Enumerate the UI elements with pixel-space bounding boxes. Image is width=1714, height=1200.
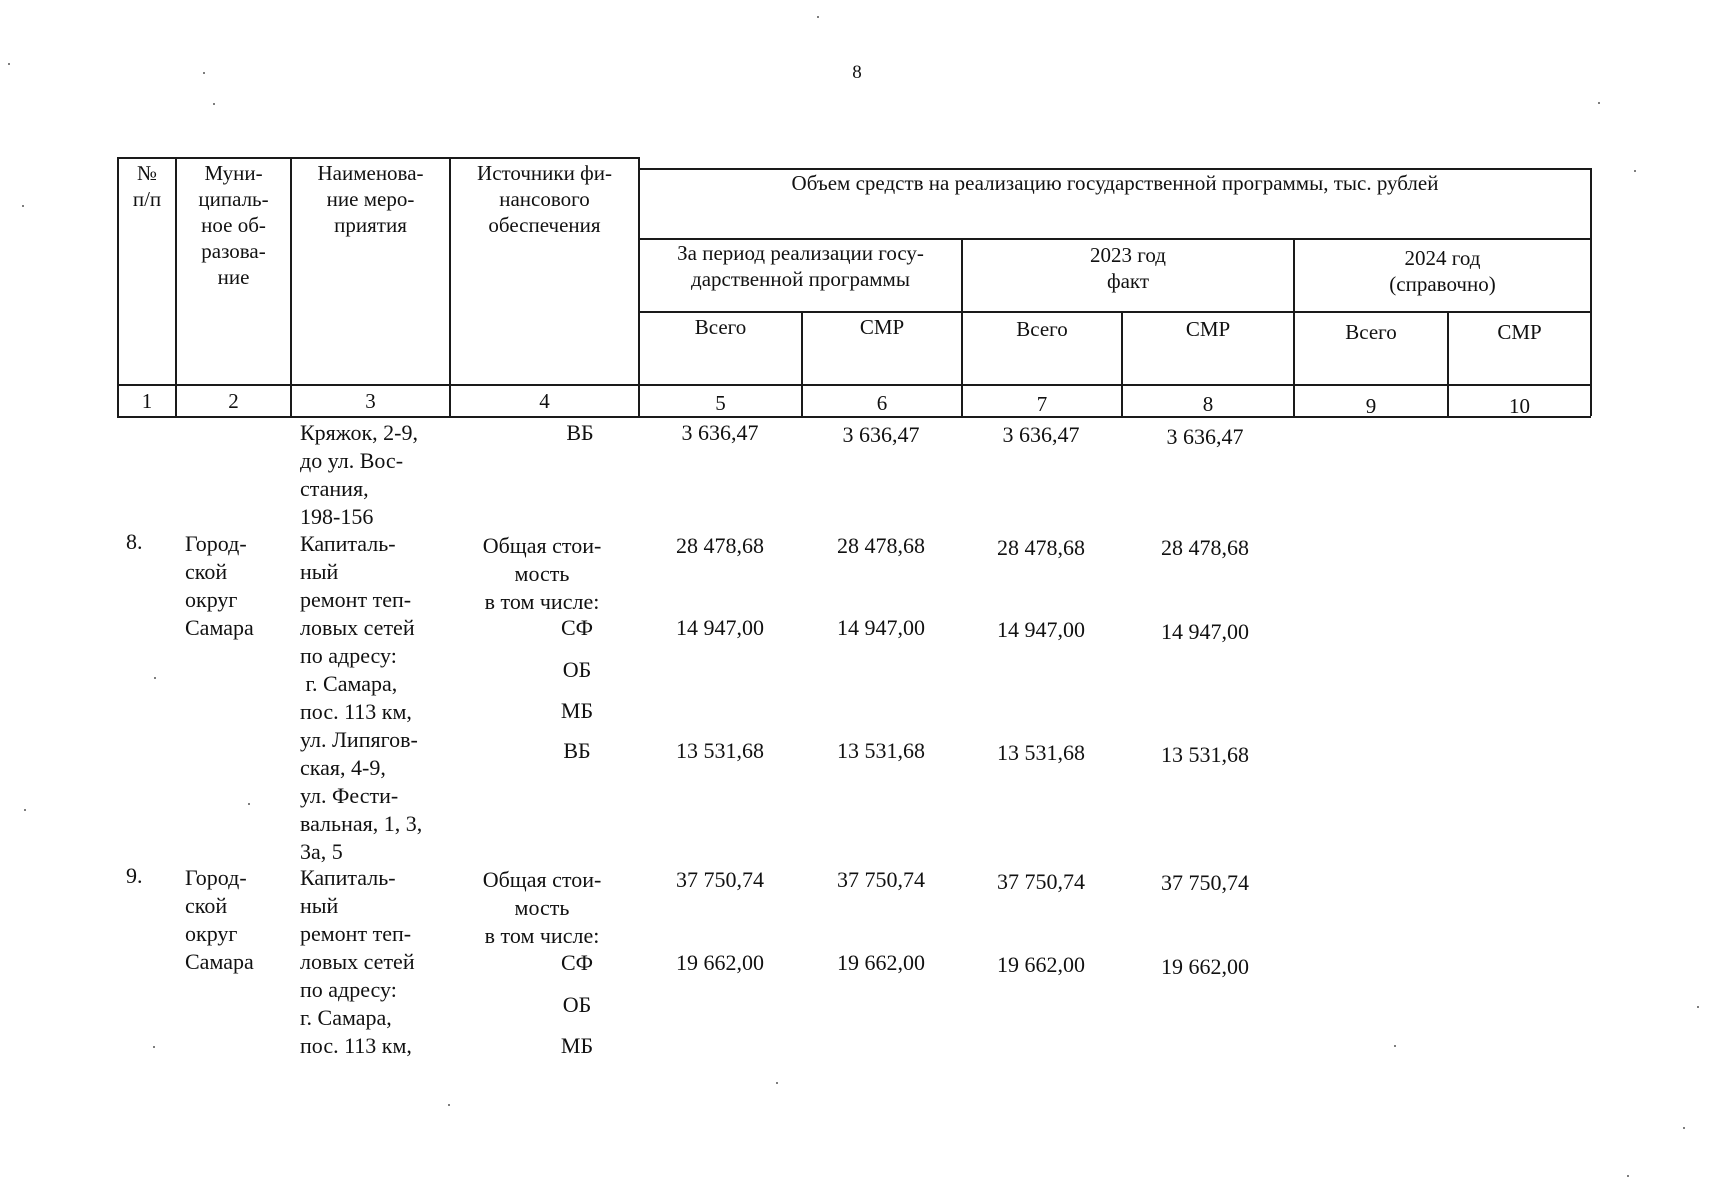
row-8-total-v6: 28 478,68 — [837, 533, 925, 558]
header-year-2023: 2023 год факт — [1090, 243, 1166, 293]
header-sub-smr-10: СМР — [1497, 320, 1542, 344]
page-number: 8 — [852, 62, 862, 83]
row-8-total-v7: 28 478,68 — [997, 535, 1085, 560]
row-8-vb-v7: 13 531,68 — [997, 740, 1085, 765]
row-0-vb-v6: 3 636,47 — [842, 422, 920, 447]
row-9-sf-v8: 19 662,00 — [1161, 954, 1249, 979]
row-8-sf-v6: 14 947,00 — [837, 615, 925, 640]
row-0-event: Кряжок, 2-9, до ул. Вос- стания, 198-156 — [300, 420, 418, 529]
row-9-sf-v5: 19 662,00 — [676, 950, 764, 975]
row-8-total-v8: 28 478,68 — [1161, 535, 1249, 560]
row-0-source-vb: ВБ — [566, 420, 594, 445]
row-8-vb-v6: 13 531,68 — [837, 738, 925, 763]
header-col-no: № п/п — [132, 161, 162, 211]
header-period-total: За период реализации госу- дарственной программы — [677, 241, 924, 291]
row-8-sf-v5: 14 947,00 — [676, 615, 764, 640]
col-number-3: 3 — [365, 389, 376, 413]
row-9-total-label: Общая стои- мость в том числе: — [482, 867, 602, 948]
header-col-source: Источники фи- нансового обеспечения — [477, 161, 612, 237]
row-9-total-v6: 37 750,74 — [837, 867, 925, 892]
row-9-number: 9. — [126, 863, 143, 888]
row-9-source-mb: МБ — [560, 1033, 594, 1058]
row-8-vb-v8: 13 531,68 — [1161, 742, 1249, 767]
header-year-2024: 2024 год (справочно) — [1389, 246, 1496, 296]
header-sub-smr-6: СМР — [859, 315, 905, 339]
row-9-municipality: Город- ской округ Самара — [185, 865, 254, 974]
col-number-5: 5 — [715, 391, 726, 415]
row-8-source-ob: ОБ — [562, 657, 592, 682]
row-8-number: 8. — [126, 529, 143, 554]
row-9-sf-v7: 19 662,00 — [997, 952, 1085, 977]
row-9-event: Капиталь- ный ремонт теп- ловых сетей по адресу: г. Самара, пос. 113 км, — [300, 865, 415, 1058]
row-8-event: Капиталь- ный ремонт теп- ловых сетей по адресу: г. Самара, пос. 113 км, ул. Липягов- ская, 4-9, ул. Фести- вальная, 1, 3, 3а, 5 — [300, 531, 423, 864]
row-8-total-label: Общая стои- мость в том числе: — [482, 533, 602, 614]
row-0-vb-v8: 3 636,47 — [1166, 424, 1244, 449]
col-number-7: 7 — [1036, 392, 1048, 416]
row-9-source-ob: ОБ — [562, 992, 592, 1017]
row-8-municipality: Город- ской округ Самара — [185, 531, 254, 640]
header-sub-total-9: Всего — [1345, 320, 1397, 344]
col-number-10: 10 — [1509, 394, 1530, 418]
header-col-event: Наименова- ние меро- приятия — [317, 161, 424, 237]
row-8-source-vb: ВБ — [563, 738, 591, 763]
col-number-1: 1 — [141, 389, 153, 413]
col-number-8: 8 — [1202, 392, 1214, 416]
row-9-total-v5: 37 750,74 — [676, 867, 764, 892]
row-8-source-mb: МБ — [560, 698, 594, 723]
col-number-6: 6 — [876, 391, 888, 415]
row-8-sf-v8: 14 947,00 — [1161, 619, 1249, 644]
header-volume-title: Объем средств на реализацию государственной программы, тыс. рублей — [791, 171, 1439, 195]
header-sub-smr-8: СМР — [1185, 317, 1231, 341]
header-sub-total-7: Всего — [1016, 317, 1068, 341]
row-9-total-v8: 37 750,74 — [1161, 870, 1249, 895]
row-9-source-sf: СФ — [560, 950, 594, 975]
row-0-vb-v7: 3 636,47 — [1002, 422, 1080, 447]
row-8-source-sf: СФ — [560, 615, 594, 640]
row-0-vb-v5: 3 636,47 — [681, 420, 759, 445]
row-8-vb-v5: 13 531,68 — [676, 738, 764, 763]
col-number-2: 2 — [228, 389, 239, 413]
row-8-total-v5: 28 478,68 — [676, 533, 764, 558]
header-sub-total-5: Всего — [694, 315, 747, 339]
row-8-sf-v7: 14 947,00 — [997, 617, 1085, 642]
col-number-9: 9 — [1365, 394, 1377, 418]
col-number-4: 4 — [539, 389, 550, 413]
header-col-municipality: Муни- ципаль- ное об- разова- ние — [198, 161, 269, 289]
row-9-total-v7: 37 750,74 — [997, 869, 1085, 894]
row-9-sf-v6: 19 662,00 — [837, 950, 925, 975]
